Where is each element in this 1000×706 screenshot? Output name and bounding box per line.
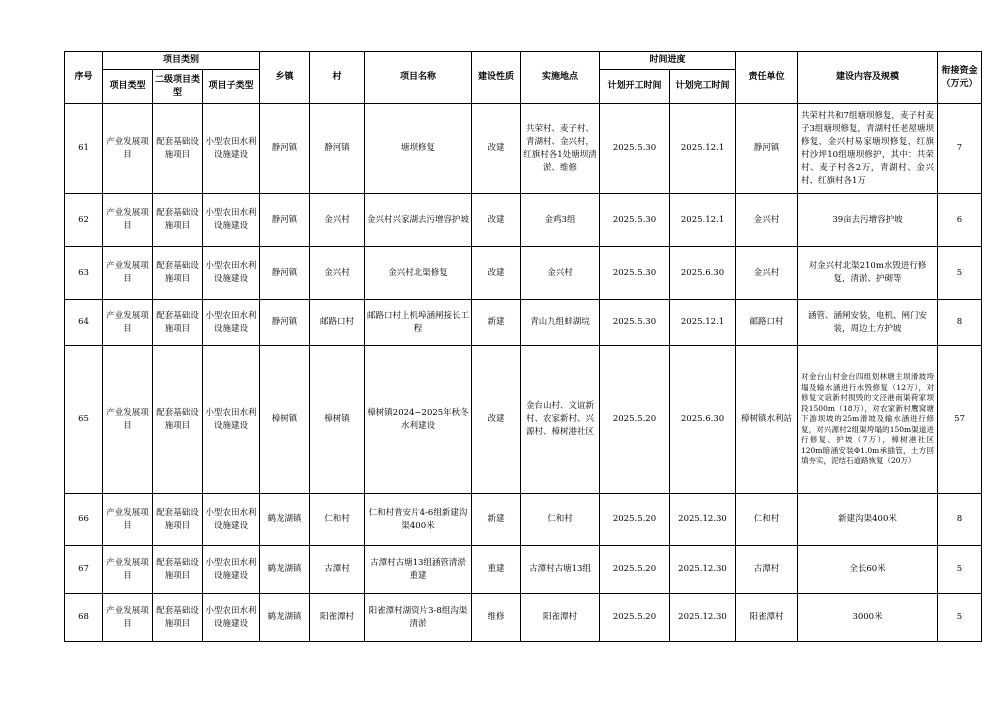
cell-child-type: 小型农田水利设施建设 bbox=[203, 104, 260, 194]
cell-nature: 维修 bbox=[472, 594, 521, 642]
cell-child-type: 小型农田水利设施建设 bbox=[203, 300, 260, 346]
cell-nature: 重建 bbox=[472, 546, 521, 594]
cell-content: 涵管、涵闸安装，电机、闸门安装，周边土方护坡 bbox=[798, 300, 938, 346]
cell-child-type: 小型农田水利设施建设 bbox=[203, 546, 260, 594]
table-body bbox=[65, 104, 982, 642]
header-category: 项目类别 bbox=[103, 52, 260, 70]
cell-funds: 57 bbox=[938, 346, 982, 494]
table-row bbox=[65, 104, 982, 194]
cell-start: 2025.5.30 bbox=[600, 104, 670, 194]
table-row bbox=[65, 247, 982, 300]
cell-start: 2025.5.20 bbox=[600, 546, 670, 594]
cell-child-type: 小型农田水利设施建设 bbox=[203, 194, 260, 247]
cell-type: 产业发展项目 bbox=[103, 346, 153, 494]
cell-town: 静河镇 bbox=[260, 104, 310, 194]
cell-town: 静河镇 bbox=[260, 194, 310, 247]
cell-location: 古潭村古塘13组 bbox=[521, 546, 600, 594]
cell-funds: 8 bbox=[938, 300, 982, 346]
cell-content: 3000米 bbox=[798, 594, 938, 642]
header-end: 计划完工时间 bbox=[670, 70, 736, 104]
table-row bbox=[65, 594, 982, 642]
cell-village: 金兴村 bbox=[310, 247, 365, 300]
cell-town: 樟树镇 bbox=[260, 346, 310, 494]
cell-village: 静河镇 bbox=[310, 104, 365, 194]
cell-location: 金兴村 bbox=[521, 247, 600, 300]
header-content: 建设内容及规模 bbox=[798, 52, 938, 104]
cell-seq: 66 bbox=[65, 494, 103, 546]
cell-project-name: 樟树镇2024~2025年秋冬水利建设 bbox=[365, 346, 472, 494]
header-category-child: 项目子类型 bbox=[203, 70, 260, 104]
header-category-sub-type: 二级项目类型 bbox=[153, 70, 203, 104]
cell-town: 鹤龙湖镇 bbox=[260, 494, 310, 546]
cell-end: 2025.12.30 bbox=[670, 594, 736, 642]
cell-project-name: 邮路口村上机埠涵闸接长工程 bbox=[365, 300, 472, 346]
cell-funds: 5 bbox=[938, 594, 982, 642]
table-header bbox=[65, 52, 982, 104]
header-project-name: 项目名称 bbox=[365, 52, 472, 104]
cell-unit: 阳雀潭村 bbox=[736, 594, 798, 642]
cell-nature: 新建 bbox=[472, 494, 521, 546]
cell-seq: 61 bbox=[65, 104, 103, 194]
project-table bbox=[64, 51, 982, 642]
cell-village: 邮路口村 bbox=[310, 300, 365, 346]
header-location: 实施地点 bbox=[521, 52, 600, 104]
cell-town: 静河镇 bbox=[260, 247, 310, 300]
cell-location: 仁和村 bbox=[521, 494, 600, 546]
header-schedule: 时间进度 bbox=[600, 52, 736, 70]
table-row bbox=[65, 546, 982, 594]
cell-village: 仁和村 bbox=[310, 494, 365, 546]
cell-sub-type: 配套基础设施项目 bbox=[153, 194, 203, 247]
cell-seq: 64 bbox=[65, 300, 103, 346]
cell-funds: 5 bbox=[938, 546, 982, 594]
cell-funds: 6 bbox=[938, 194, 982, 247]
cell-type: 产业发展项目 bbox=[103, 300, 153, 346]
cell-seq: 62 bbox=[65, 194, 103, 247]
cell-village: 阳雀潭村 bbox=[310, 594, 365, 642]
cell-content: 39亩去污增容护坡 bbox=[798, 194, 938, 247]
cell-unit: 金兴村 bbox=[736, 194, 798, 247]
cell-project-name: 金兴村兴家湖去污增容护坡 bbox=[365, 194, 472, 247]
cell-seq: 65 bbox=[65, 346, 103, 494]
cell-sub-type: 配套基础设施项目 bbox=[153, 300, 203, 346]
header-unit: 责任单位 bbox=[736, 52, 798, 104]
cell-seq: 63 bbox=[65, 247, 103, 300]
cell-sub-type: 配套基础设施项目 bbox=[153, 247, 203, 300]
cell-end: 2025.12.1 bbox=[670, 300, 736, 346]
cell-end: 2025.12.30 bbox=[670, 494, 736, 546]
cell-funds: 7 bbox=[938, 104, 982, 194]
cell-town: 鹤龙湖镇 bbox=[260, 594, 310, 642]
cell-nature: 改建 bbox=[472, 194, 521, 247]
cell-location: 金台山村、文谊新村、农家新村、兴源村、樟树港社区 bbox=[521, 346, 600, 494]
project-table-sheet bbox=[64, 51, 981, 642]
cell-location: 金鸡3组 bbox=[521, 194, 600, 247]
cell-town: 静河镇 bbox=[260, 300, 310, 346]
table-row bbox=[65, 346, 982, 494]
cell-project-name: 古潭村古塘13组涵管清淤重建 bbox=[365, 546, 472, 594]
cell-village: 樟树镇 bbox=[310, 346, 365, 494]
cell-start: 2025.5.30 bbox=[600, 247, 670, 300]
cell-child-type: 小型农田水利设施建设 bbox=[203, 346, 260, 494]
table-row bbox=[65, 494, 982, 546]
cell-unit: 邮路口村 bbox=[736, 300, 798, 346]
cell-sub-type: 配套基础设施项目 bbox=[153, 494, 203, 546]
cell-sub-type: 配套基础设施项目 bbox=[153, 594, 203, 642]
cell-nature: 新建 bbox=[472, 300, 521, 346]
header-village: 村 bbox=[310, 52, 365, 104]
cell-start: 2025.5.20 bbox=[600, 594, 670, 642]
cell-funds: 5 bbox=[938, 247, 982, 300]
cell-child-type: 小型农田水利设施建设 bbox=[203, 494, 260, 546]
header-build-nature: 建设性质 bbox=[472, 52, 521, 104]
cell-end: 2025.12.1 bbox=[670, 104, 736, 194]
cell-funds: 8 bbox=[938, 494, 982, 546]
cell-type: 产业发展项目 bbox=[103, 594, 153, 642]
cell-type: 产业发展项目 bbox=[103, 546, 153, 594]
cell-start: 2025.5.20 bbox=[600, 346, 670, 494]
cell-project-name: 阳雀潭村湖资片3-8组沟渠清淤 bbox=[365, 594, 472, 642]
cell-type: 产业发展项目 bbox=[103, 247, 153, 300]
cell-end: 2025.6.30 bbox=[670, 346, 736, 494]
cell-content: 对金台山村金台四组划林塘主坝滑坡垮塌及输水涵进行水毁修复（12万），对修复文谊新村损毁的文泾港南渠荷家坝段1500m（18万），对农家新村鹰窝塘下游坝坡的25m滑坡及输水涵进行修复，对兴源村2组渠垮塌的150m渠道进行修复、护坡（7万），樟树港社区120m暗涵安装Φ1.0m承插管，土方回填夯实，泥结石道路恢复（20万） bbox=[798, 346, 938, 494]
cell-sub-type: 配套基础设施项目 bbox=[153, 546, 203, 594]
cell-type: 产业发展项目 bbox=[103, 494, 153, 546]
cell-project-name: 金兴村北渠修复 bbox=[365, 247, 472, 300]
header-funds: 衔接资金（万元） bbox=[938, 52, 982, 104]
cell-location: 青山九组蚌湖垸 bbox=[521, 300, 600, 346]
cell-project-name: 塘坝修复 bbox=[365, 104, 472, 194]
cell-start: 2025.5.30 bbox=[600, 194, 670, 247]
cell-town: 鹤龙湖镇 bbox=[260, 546, 310, 594]
cell-location: 共荣村、麦子村、青湖村、金兴村，红旗村各1处塘坝清淤、维修 bbox=[521, 104, 600, 194]
cell-content: 新建沟渠400米 bbox=[798, 494, 938, 546]
header-town: 乡镇 bbox=[260, 52, 310, 104]
cell-child-type: 小型农田水利设施建设 bbox=[203, 594, 260, 642]
cell-content: 共荣村共和7组塘坝修复，麦子村麦子3组塘坝修复，青湖村任老屋塘坝修复，金兴村易家塘坝修复，红旗村沙坪10组塘坝修护，其中：共荣村、麦子村各2万，青湖村、金兴村、红旗村各1万 bbox=[798, 104, 938, 194]
header-category-type: 项目类型 bbox=[103, 70, 153, 104]
cell-project-name: 仁和村普安片4-6组新建沟渠400米 bbox=[365, 494, 472, 546]
cell-unit: 仁和村 bbox=[736, 494, 798, 546]
cell-unit: 金兴村 bbox=[736, 247, 798, 300]
cell-unit: 樟树镇水利站 bbox=[736, 346, 798, 494]
cell-seq: 67 bbox=[65, 546, 103, 594]
header-start: 计划开工时间 bbox=[600, 70, 670, 104]
cell-village: 古潭村 bbox=[310, 546, 365, 594]
cell-child-type: 小型农田水利设施建设 bbox=[203, 247, 260, 300]
header-seq: 序号 bbox=[65, 52, 103, 104]
cell-type: 产业发展项目 bbox=[103, 104, 153, 194]
cell-content: 对金兴村北渠210m水毁进行修复，清淤、护砌等 bbox=[798, 247, 938, 300]
table-row bbox=[65, 300, 982, 346]
cell-unit: 古潭村 bbox=[736, 546, 798, 594]
cell-village: 金兴村 bbox=[310, 194, 365, 247]
cell-sub-type: 配套基础设施项目 bbox=[153, 104, 203, 194]
cell-start: 2025.5.30 bbox=[600, 300, 670, 346]
table-row bbox=[65, 194, 982, 247]
cell-start: 2025.5.20 bbox=[600, 494, 670, 546]
cell-nature: 改建 bbox=[472, 247, 521, 300]
cell-type: 产业发展项目 bbox=[103, 194, 153, 247]
cell-end: 2025.12.1 bbox=[670, 194, 736, 247]
cell-content: 全长60米 bbox=[798, 546, 938, 594]
cell-end: 2025.12.30 bbox=[670, 546, 736, 594]
cell-nature: 改建 bbox=[472, 346, 521, 494]
cell-location: 阳雀潭村 bbox=[521, 594, 600, 642]
cell-end: 2025.6.30 bbox=[670, 247, 736, 300]
cell-seq: 68 bbox=[65, 594, 103, 642]
cell-unit: 静河镇 bbox=[736, 104, 798, 194]
cell-sub-type: 配套基础设施项目 bbox=[153, 346, 203, 494]
cell-nature: 改建 bbox=[472, 104, 521, 194]
